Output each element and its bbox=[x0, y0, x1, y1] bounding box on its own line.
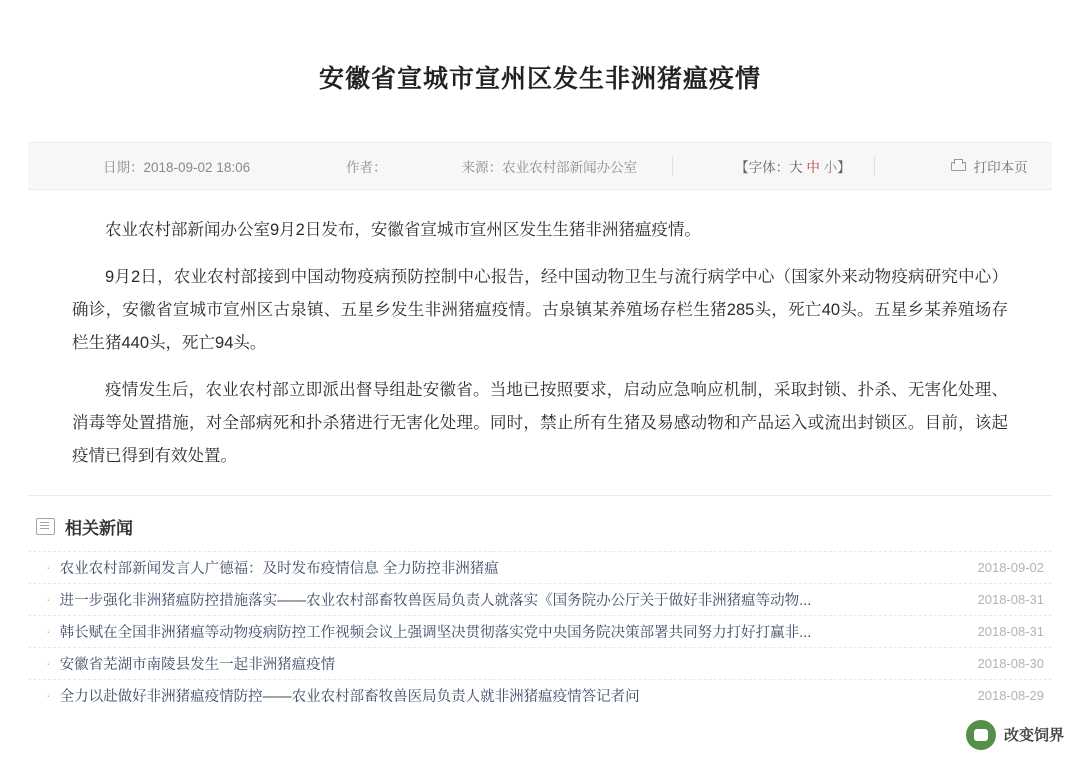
bullet-icon: · bbox=[46, 655, 51, 671]
list-item[interactable] bbox=[28, 647, 1052, 679]
bullet-icon: · bbox=[46, 687, 51, 703]
article-paragraph: 疫情发生后，农业农村部立即派出督导组赴安徽省。当地已按照要求，启动应急响应机制，采取封锁、扑杀、无害化处理、消毒等处置措施，对全部病死和扑杀猪进行无害化处理。同时，禁止所有生猪及易感动物和产品运入或流出封锁区。目前，该起疫情已得到有效处置。 bbox=[72, 380, 1008, 465]
meta-source-value: 农业农村部新闻办公室 bbox=[502, 159, 638, 175]
related-news-link[interactable]: 农业农村部新闻发言人广德福：及时发布疫情信息 全力防控非洲猪瘟 bbox=[59, 560, 499, 577]
bullet-icon: · bbox=[46, 591, 51, 607]
related-news-date: 2018-09-02 bbox=[977, 559, 1044, 575]
article-paragraph: 农业农村部新闻办公室9月2日发布，安徽省宣城市宣州区发生生猪非洲猪瘟疫情。 bbox=[105, 220, 701, 239]
bullet-icon: · bbox=[46, 559, 51, 575]
list-icon bbox=[36, 518, 55, 535]
watermark-label: 改变饲界 bbox=[1003, 727, 1064, 745]
list-item[interactable] bbox=[28, 615, 1052, 647]
meta-date-value: 2018-09-02 18:06 bbox=[143, 159, 251, 175]
related-news-title: 相关新闻 bbox=[65, 518, 133, 538]
related-news-section bbox=[28, 495, 1052, 711]
meta-source-label: 来源： bbox=[461, 159, 503, 175]
related-news-date: 2018-08-29 bbox=[977, 687, 1044, 703]
watermark bbox=[966, 720, 1064, 750]
related-news-list bbox=[28, 551, 1052, 711]
meta-author-label: 作者： bbox=[346, 159, 387, 175]
article-body bbox=[0, 190, 1080, 473]
related-news-date: 2018-08-30 bbox=[977, 655, 1044, 671]
meta-author bbox=[346, 156, 387, 176]
print-page-button[interactable] bbox=[951, 156, 1028, 176]
related-news-link[interactable]: 进一步强化非洲猪瘟防控措施落实——农业农村部畜牧兽医局负责人就落实《国务院办公厅关于做好非洲猪瘟等动物... bbox=[59, 592, 812, 609]
font-size-small-button[interactable]: 小 bbox=[823, 159, 838, 175]
related-news-link[interactable]: 安徽省芜湖市南陵县发生一起非洲猪瘟疫情 bbox=[59, 656, 336, 673]
page-title: 安徽省宣城市宣州区发生非洲猪瘟疫情 bbox=[318, 64, 761, 93]
related-news-date: 2018-08-31 bbox=[977, 591, 1044, 607]
meta-date bbox=[103, 156, 250, 176]
article-page bbox=[0, 17, 1080, 764]
list-item[interactable] bbox=[28, 551, 1052, 583]
print-page-label: 打印本页 bbox=[973, 159, 1028, 175]
article-paragraph: 9月2日，农业农村部接到中国动物疫病预防控制中心报告，经中国动物卫生与流行病学中心（国家外来动物疫病研究中心）确诊，安徽省宣城市宣州区古泉镇、五星乡发生非洲猪瘟疫情。古泉镇某养殖场存栏生猪285头，死亡40头。五星乡某养殖场存栏生猪440头，死亡94头。 bbox=[72, 267, 1008, 352]
related-news-link[interactable]: 全力以赴做好非洲猪瘟疫情防控——农业农村部畜牧兽医局负责人就非洲猪瘟疫情答记者问 bbox=[59, 688, 640, 705]
font-size-medium-button[interactable]: 中 bbox=[806, 159, 820, 175]
bullet-icon: · bbox=[46, 623, 51, 639]
wechat-account-avatar bbox=[966, 720, 996, 750]
font-size-switcher bbox=[735, 156, 851, 176]
related-news-date: 2018-08-31 bbox=[977, 623, 1044, 639]
font-size-large-button[interactable]: 大 bbox=[789, 159, 803, 175]
meta-divider-1 bbox=[672, 156, 673, 176]
meta-source bbox=[462, 156, 638, 176]
meta-divider-2 bbox=[874, 156, 875, 176]
font-size-suffix: 】 bbox=[837, 159, 851, 175]
related-news-link[interactable]: 韩长赋在全国非洲猪瘟等动物疫病防控工作视频会议上强调坚决贯彻落实党中央国务院决策部署共同努力打好打赢非... bbox=[59, 624, 812, 641]
printer-icon bbox=[951, 159, 966, 172]
list-item[interactable] bbox=[28, 583, 1052, 615]
meta-date-label: 日期： bbox=[103, 159, 144, 175]
related-news-header bbox=[28, 514, 1052, 551]
article-meta-bar bbox=[28, 142, 1052, 190]
list-item[interactable] bbox=[28, 679, 1052, 711]
font-size-prefix: 【字体： bbox=[735, 159, 790, 175]
